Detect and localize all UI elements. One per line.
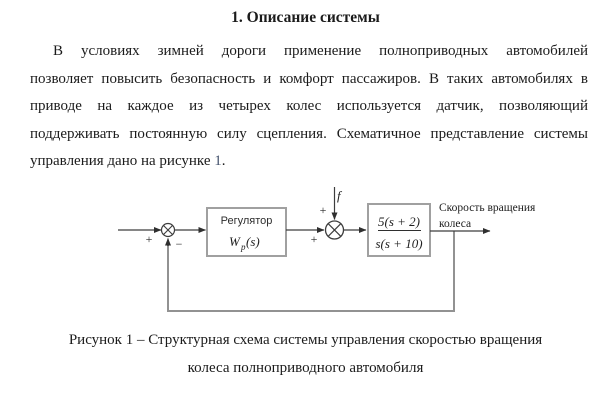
paragraph-line: В условиях зимней дороги применение полноприводных автомобилей — [53, 43, 588, 59]
figure-cross-reference-link[interactable]: 1 — [214, 153, 222, 169]
output-label-line1: Скорость вращения — [439, 202, 536, 214]
figure-caption — [0, 326, 611, 382]
sum2-plus-sign: + — [310, 232, 318, 246]
plant-tf-denominator: s(s + 10) — [375, 236, 423, 251]
regulator-label: Регулятор — [220, 215, 273, 227]
regulator-tf-argument: (s) — [246, 234, 260, 249]
disturbance-label: f — [337, 188, 341, 203]
paragraph-line: поддерживать постоянную силу сцепления. Схематичное представление системы — [30, 125, 588, 142]
sum1-minus-sign: − — [175, 237, 183, 251]
paragraph-text: управления дано на рисунке — [30, 153, 215, 169]
paragraph-line: позволяет повысить безопасность и комфорт пассажиров. В таких автомобилях в — [30, 70, 588, 87]
regulator-tf-subscript: p — [241, 242, 246, 252]
section-title: 1. Описание системы — [231, 9, 380, 26]
plant-tf-numerator: 5(s + 2) — [378, 214, 420, 229]
regulator-block — [207, 208, 286, 256]
plant-block — [368, 204, 430, 256]
caption-line1: Рисунок 1 – Структурная схема системы управления скоростью вращения — [68, 332, 543, 348]
output-label-line2: колеса — [439, 218, 472, 230]
disturbance-plus-sign: + — [319, 203, 327, 217]
sum1-plus-sign: + — [145, 232, 153, 246]
regulator-tf-base: W — [229, 234, 240, 249]
summing-junction-2 — [326, 221, 344, 239]
paragraph-line: приводе на каждое из четырех колес используется датчик, позволяющий — [30, 98, 588, 114]
summing-junction-1 — [162, 224, 175, 237]
caption-line2: колеса полноприводного автомобиля — [187, 360, 424, 376]
paragraph-text: . — [221, 153, 226, 169]
